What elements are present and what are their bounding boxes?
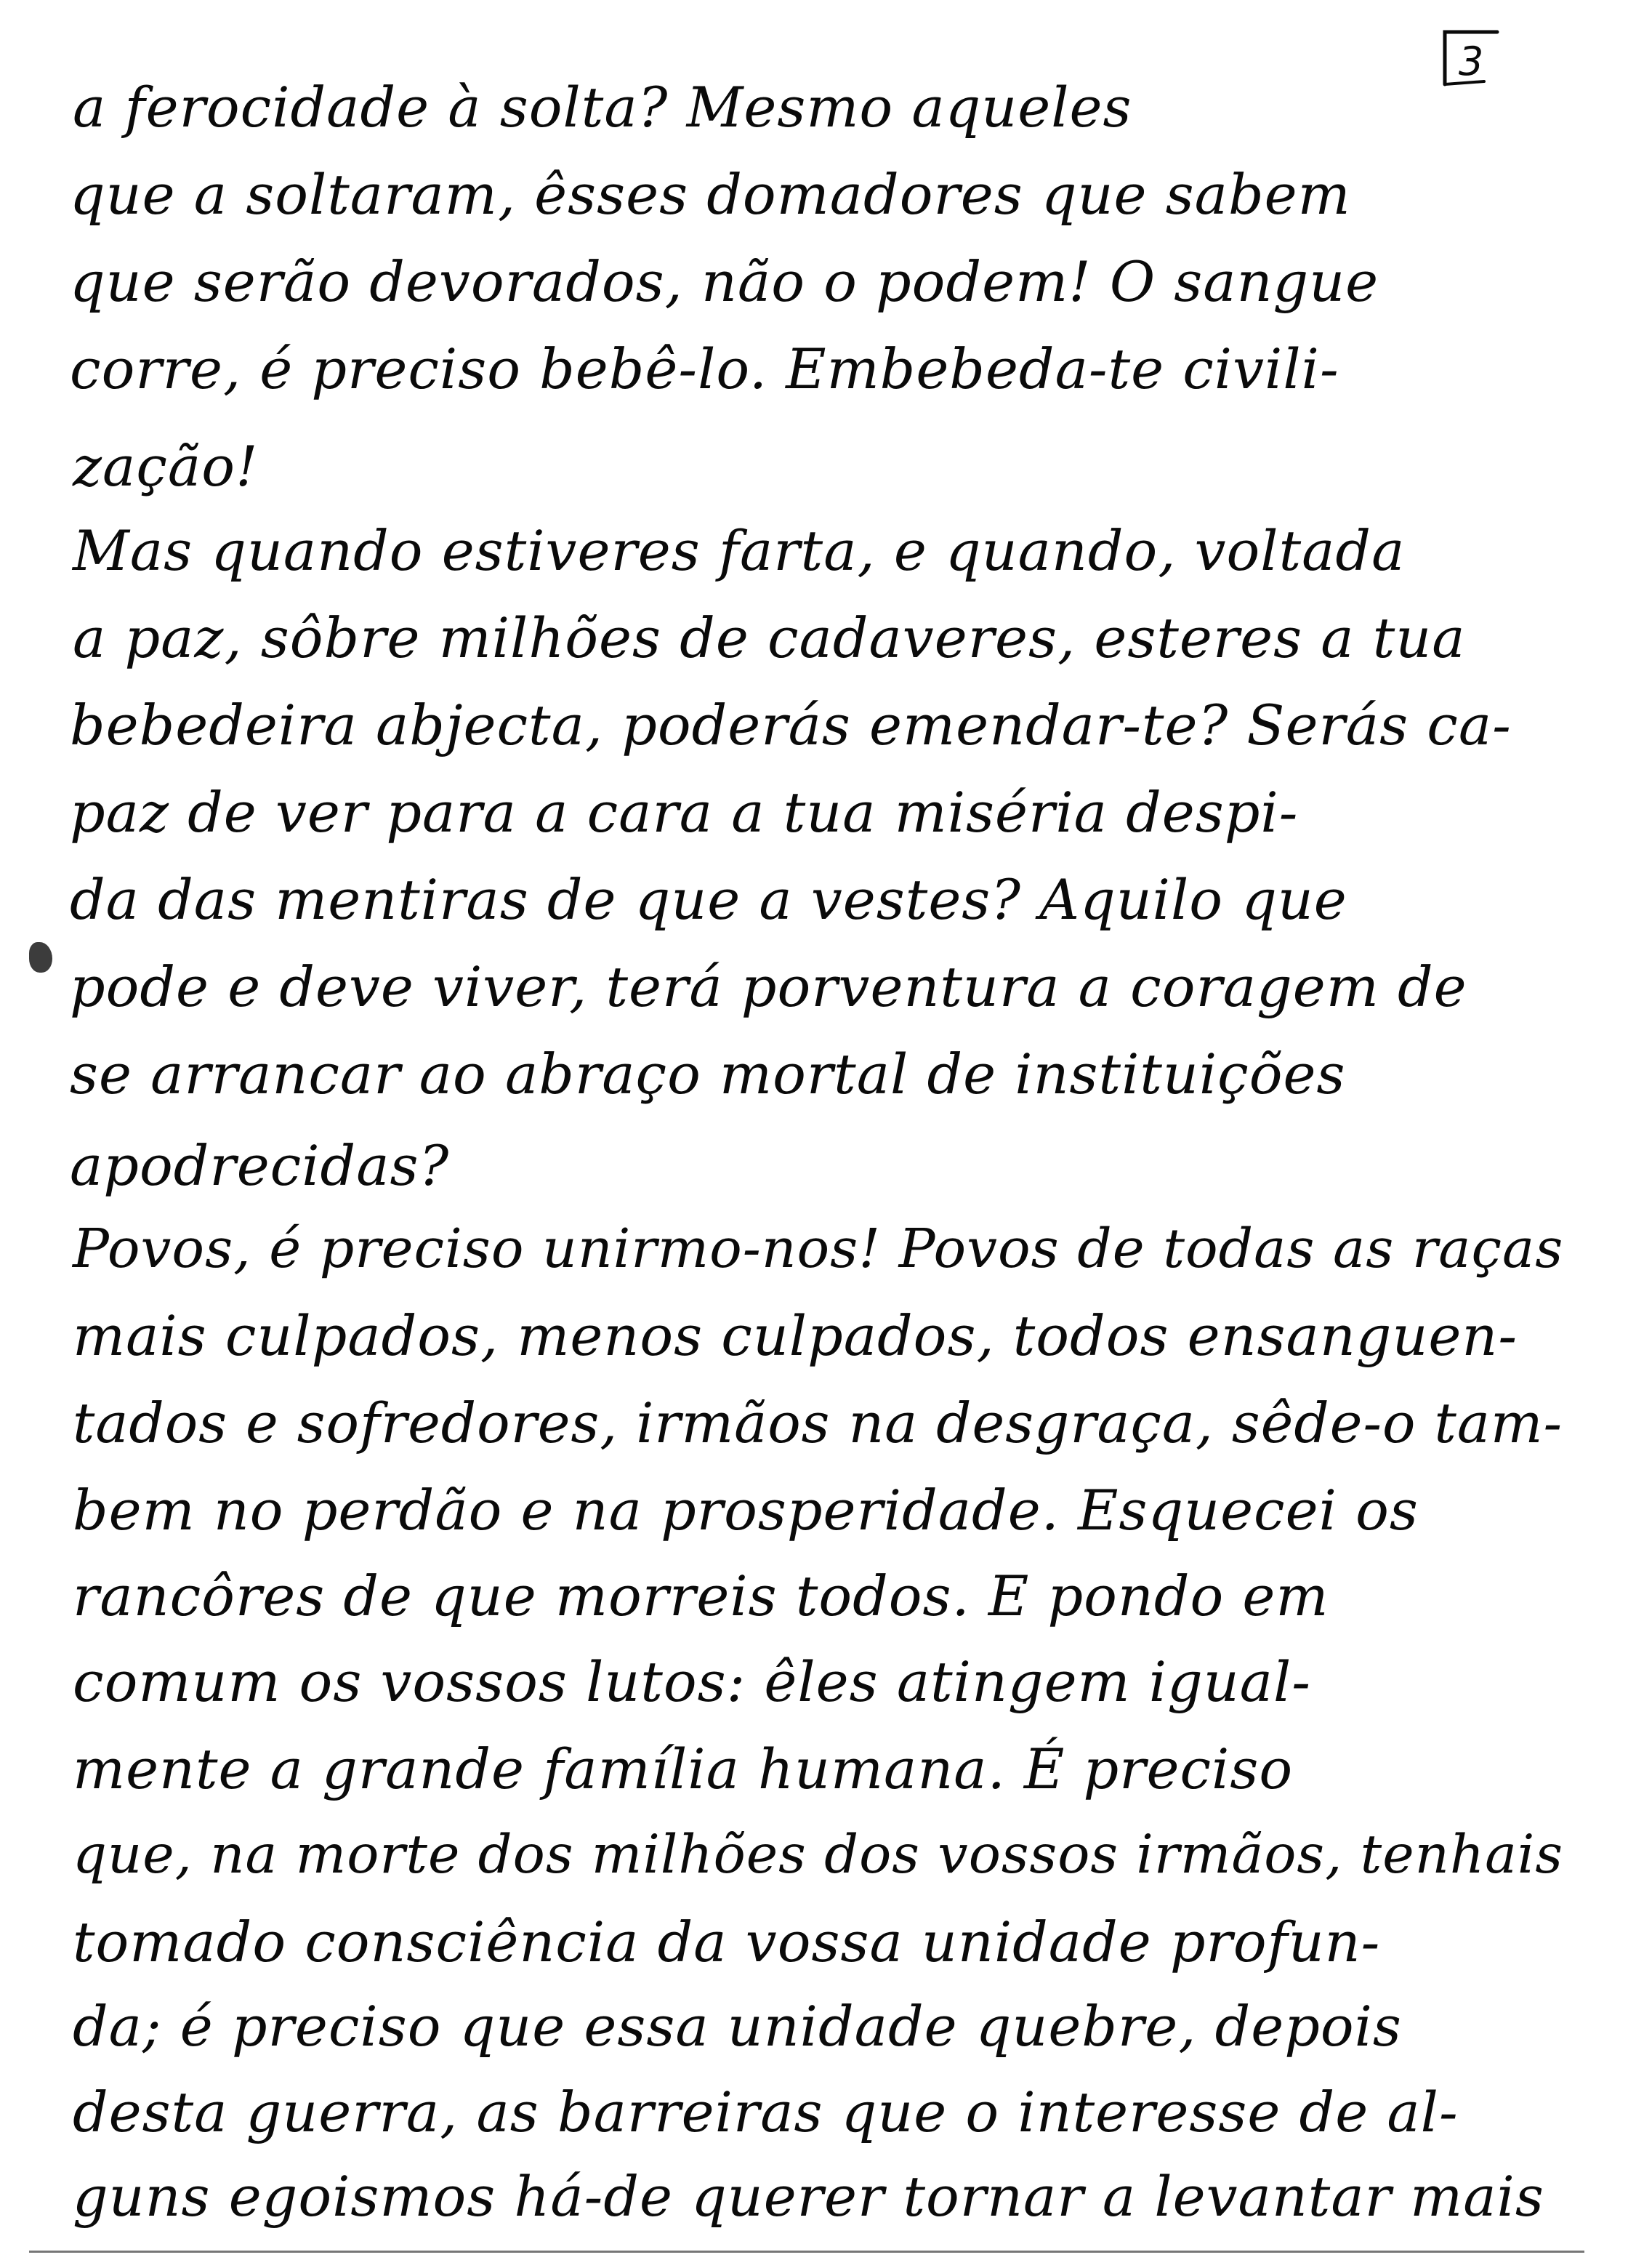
- text-line: corre, é preciso bebê-lo. Embebeda-te civili-: [70, 337, 1339, 401]
- text-line: paz de ver para a cara a tua miséria despi-: [70, 780, 1299, 845]
- text-line: mais culpados, menos culpados, todos ensanguen-: [73, 1303, 1518, 1368]
- text-line: que a soltaram, êsses domadores que sabem: [70, 162, 1351, 227]
- text-line: guns egoismos há-de querer tornar a levantar mais: [73, 2164, 1544, 2229]
- text-line: a paz, sôbre milhões de cadaveres, esteres a tua: [73, 606, 1466, 670]
- text-line: da das mentiras de que a vestes? Aquilo que: [70, 867, 1347, 932]
- text-line: rancôres de que morreis todos. E pondo em: [73, 1564, 1329, 1628]
- text-line: da; é preciso que essa unidade quebre, depois: [73, 1994, 1402, 2059]
- text-line: zação!: [73, 434, 259, 499]
- text-line: desta guerra, as barreiras que o interesse de al-: [73, 2080, 1459, 2144]
- text-line: bebedeira abjecta, poderás emendar-te? Serás ca-: [70, 693, 1512, 757]
- page-bottom-edge: [29, 2251, 1584, 2253]
- text-line: bem no perdão e na prosperidade. Esquecei os: [73, 1478, 1419, 1543]
- text-line: se arrancar ao abraço mortal de instituições: [70, 1042, 1346, 1106]
- text-line: mente a grande família humana. É preciso: [73, 1737, 1294, 1801]
- page-number: 3: [1458, 39, 1484, 84]
- text-line: tomado consciência da vossa unidade profun-: [73, 1910, 1381, 1974]
- text-line: que, na morte dos milhões dos vossos irmãos, tenhais: [73, 1824, 1564, 1886]
- text-line: comum os vossos lutos: êles atingem igual-: [73, 1649, 1311, 1714]
- text-line: apodrecidas?: [70, 1133, 450, 1198]
- text-line: pode e deve viver, terá porventura a coragem de: [70, 954, 1467, 1019]
- text-line: Mas quando estiveres farta, e quando, voltada: [73, 518, 1406, 583]
- text-line: que serão devorados, não o podem! O sangue: [70, 249, 1379, 314]
- text-line: a ferocidade à solta? Mesmo aqueles: [73, 75, 1132, 140]
- text-line: Povos, é preciso unirmo-nos! Povos de todas as raças: [73, 1218, 1564, 1280]
- text-line: tados e sofredores, irmãos na desgraça, sêde-o tam-: [73, 1391, 1563, 1455]
